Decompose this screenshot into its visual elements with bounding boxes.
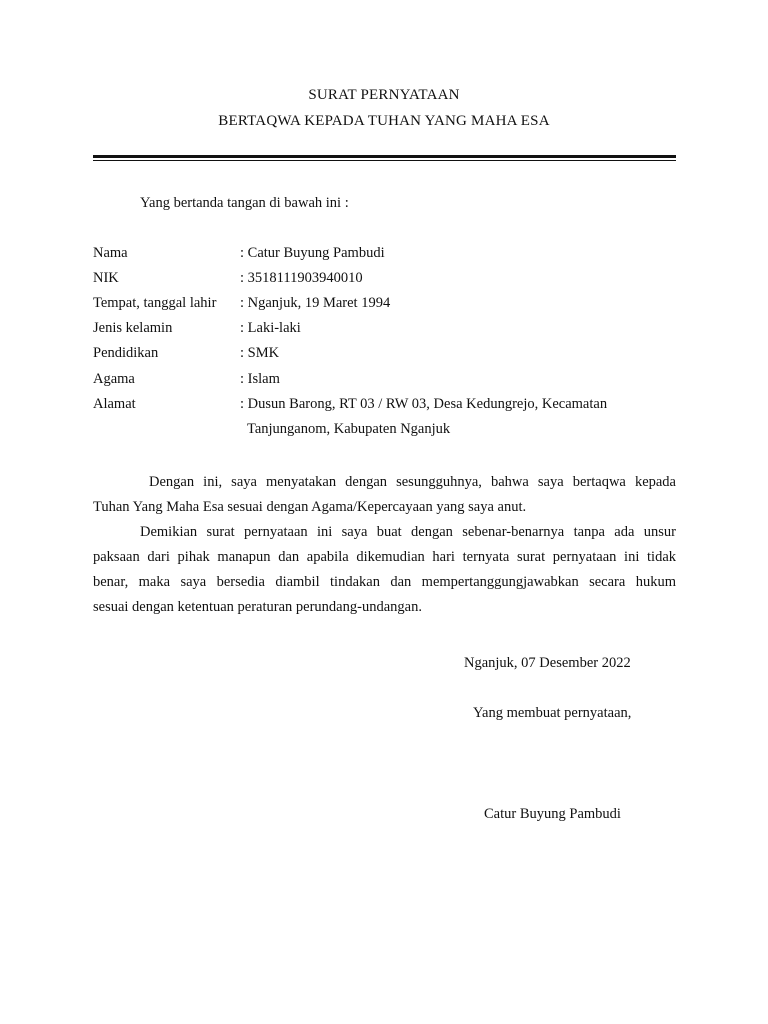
header-divider-thick — [93, 155, 676, 158]
field-row-nama — [93, 245, 693, 265]
document-title: SURAT PERNYATAAN — [308, 87, 460, 103]
field-row-address — [93, 396, 693, 416]
intro-text: Yang bertanda tangan di bawah ini : — [140, 195, 349, 211]
paragraph-line: Tuhan Yang Maha Esa sesuai dengan Agama/Kepercayaan yang saya anut. — [93, 499, 527, 515]
signer-role: Yang membuat pernyataan, — [473, 705, 632, 721]
field-label: Alamat — [93, 396, 136, 412]
field-value: : SMK — [240, 345, 280, 361]
field-value: : Islam — [240, 371, 280, 387]
field-value: : Dusun Barong, RT 03 / RW 03, Desa Kedungrejo, Kecamatan — [240, 396, 608, 412]
signer-name: Catur Buyung Pambudi — [484, 806, 621, 822]
paragraph-line: Dengan ini, saya menyatakan dengan sesungguhnya, bahwa saya bertaqwa kepada — [149, 474, 676, 490]
paragraph-line: paksaan dari pihak manapun dan apabila dikemudian hari ternyata surat pernyataan ini tidak — [93, 549, 676, 565]
field-row-education — [93, 345, 693, 365]
place-date: Nganjuk, 07 Desember 2022 — [464, 655, 631, 671]
field-value: : Catur Buyung Pambudi — [240, 245, 385, 261]
document-subtitle: BERTAQWA KEPADA TUHAN YANG MAHA ESA — [218, 113, 550, 129]
field-value: : Laki-laki — [240, 320, 301, 336]
field-label: Nama — [93, 245, 128, 261]
paragraph-line: sesuai dengan ketentuan peraturan perundang-undangan. — [93, 599, 422, 615]
paragraph-line: Demikian surat pernyataan ini saya buat dengan sebenar-benarnya tanpa ada unsur — [140, 524, 676, 540]
header-divider-thin — [93, 160, 676, 161]
statement-paragraph — [93, 470, 676, 520]
field-row-religion — [93, 371, 693, 391]
field-value: : 3518111903940010 — [240, 270, 363, 286]
field-row-nik — [93, 270, 693, 290]
field-label: Agama — [93, 371, 135, 387]
field-value: : Nganjuk, 19 Maret 1994 — [240, 295, 391, 311]
field-row-gender — [93, 320, 693, 340]
field-label: Pendidikan — [93, 345, 159, 361]
field-label: Jenis kelamin — [93, 320, 173, 336]
field-row-birth — [93, 295, 693, 315]
field-label: NIK — [93, 270, 119, 286]
address-continuation: Tanjunganom, Kabupaten Nganjuk — [247, 421, 451, 437]
paragraph-line: benar, maka saya bersedia diambil tindakan dan mempertanggungjawabkan secara hukum — [93, 574, 676, 590]
closing-paragraph — [93, 520, 676, 620]
field-label: Tempat, tanggal lahir — [93, 295, 217, 311]
